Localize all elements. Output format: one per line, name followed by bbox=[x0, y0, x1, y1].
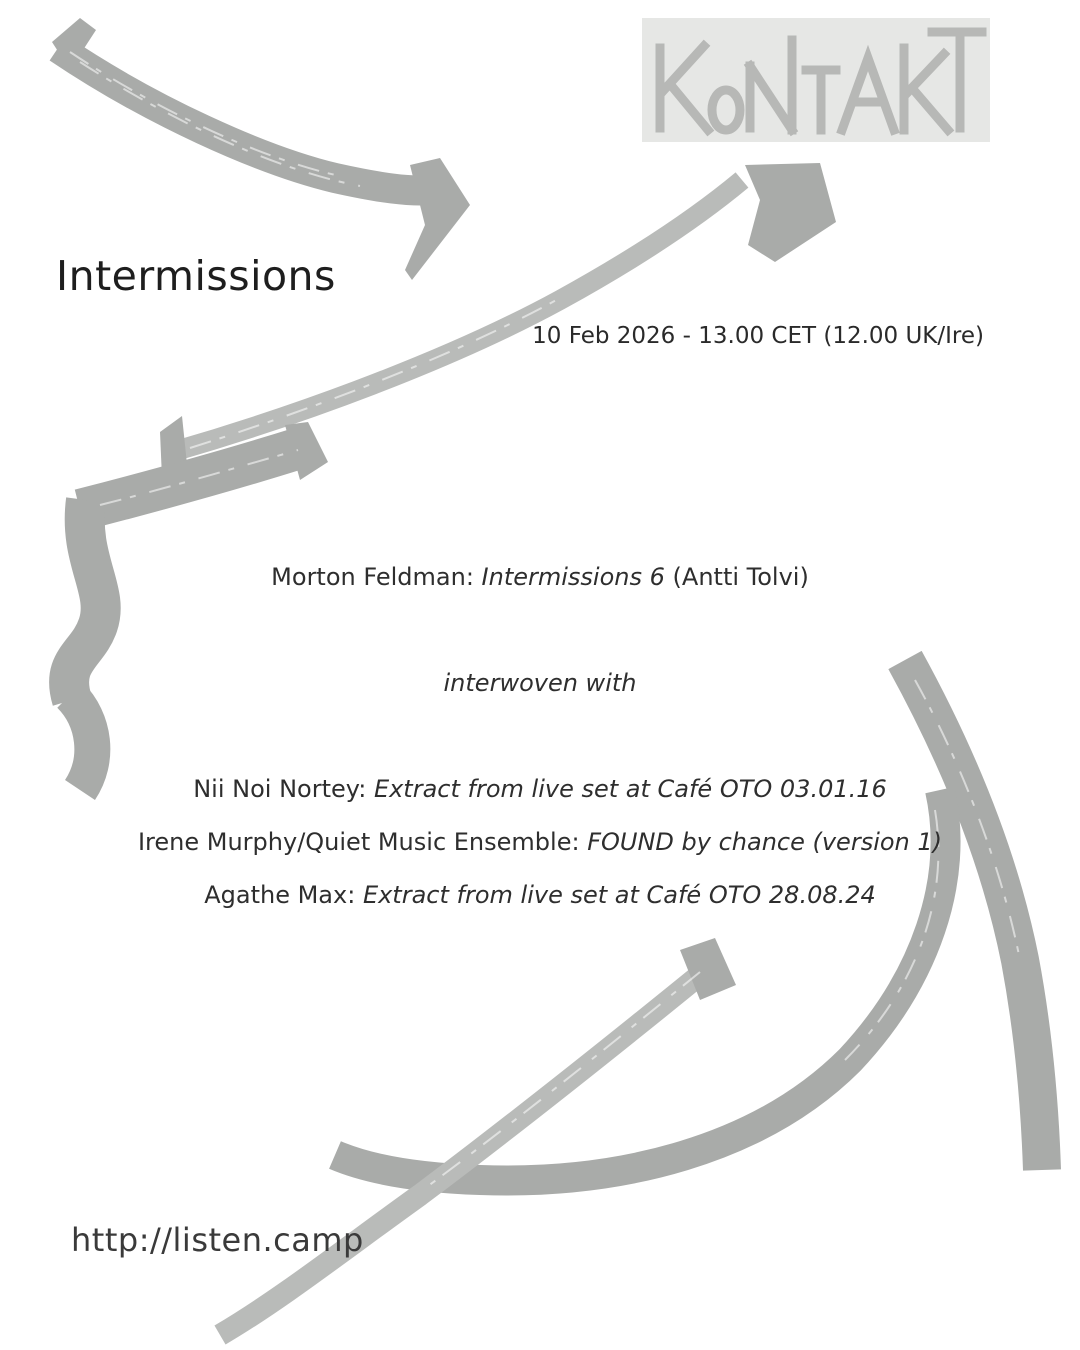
item-work: FOUND by chance (version 1) bbox=[587, 828, 943, 856]
program-item bbox=[0, 775, 1080, 803]
main-work: Intermissions 6 bbox=[481, 563, 665, 591]
event-title: Intermissions bbox=[56, 252, 336, 300]
program-connector: interwoven with bbox=[443, 669, 637, 697]
main-composer: Morton Feldman: bbox=[271, 563, 474, 591]
kontakt-logo bbox=[642, 18, 990, 142]
item-artist: Irene Murphy/Quiet Music Ensemble: bbox=[137, 828, 580, 856]
event-date: 10 Feb 2026 - 13.00 CET (12.00 UK/Ire) bbox=[532, 323, 984, 349]
item-artist: Agathe Max: bbox=[204, 881, 356, 909]
kontakt-logo-lettering bbox=[642, 18, 990, 142]
item-work: Extract from live set at Café OTO 28.08.24 bbox=[362, 881, 876, 909]
program-main bbox=[0, 563, 1080, 591]
program-item bbox=[0, 828, 1080, 856]
brush-stroke-zigzag bbox=[69, 422, 328, 790]
brush-stroke-diagonal bbox=[160, 163, 836, 478]
brush-stroke-top-left bbox=[52, 18, 470, 280]
main-performer: (Antti Tolvi) bbox=[672, 563, 809, 591]
item-work: Extract from live set at Café OTO 03.01.16 bbox=[373, 775, 887, 803]
program-item bbox=[0, 881, 1080, 909]
brush-stroke-bottom-diagonal bbox=[220, 938, 736, 1335]
item-artist: Nii Noi Nortey: bbox=[193, 775, 367, 803]
website-link[interactable]: http://listen.camp bbox=[71, 1221, 364, 1259]
